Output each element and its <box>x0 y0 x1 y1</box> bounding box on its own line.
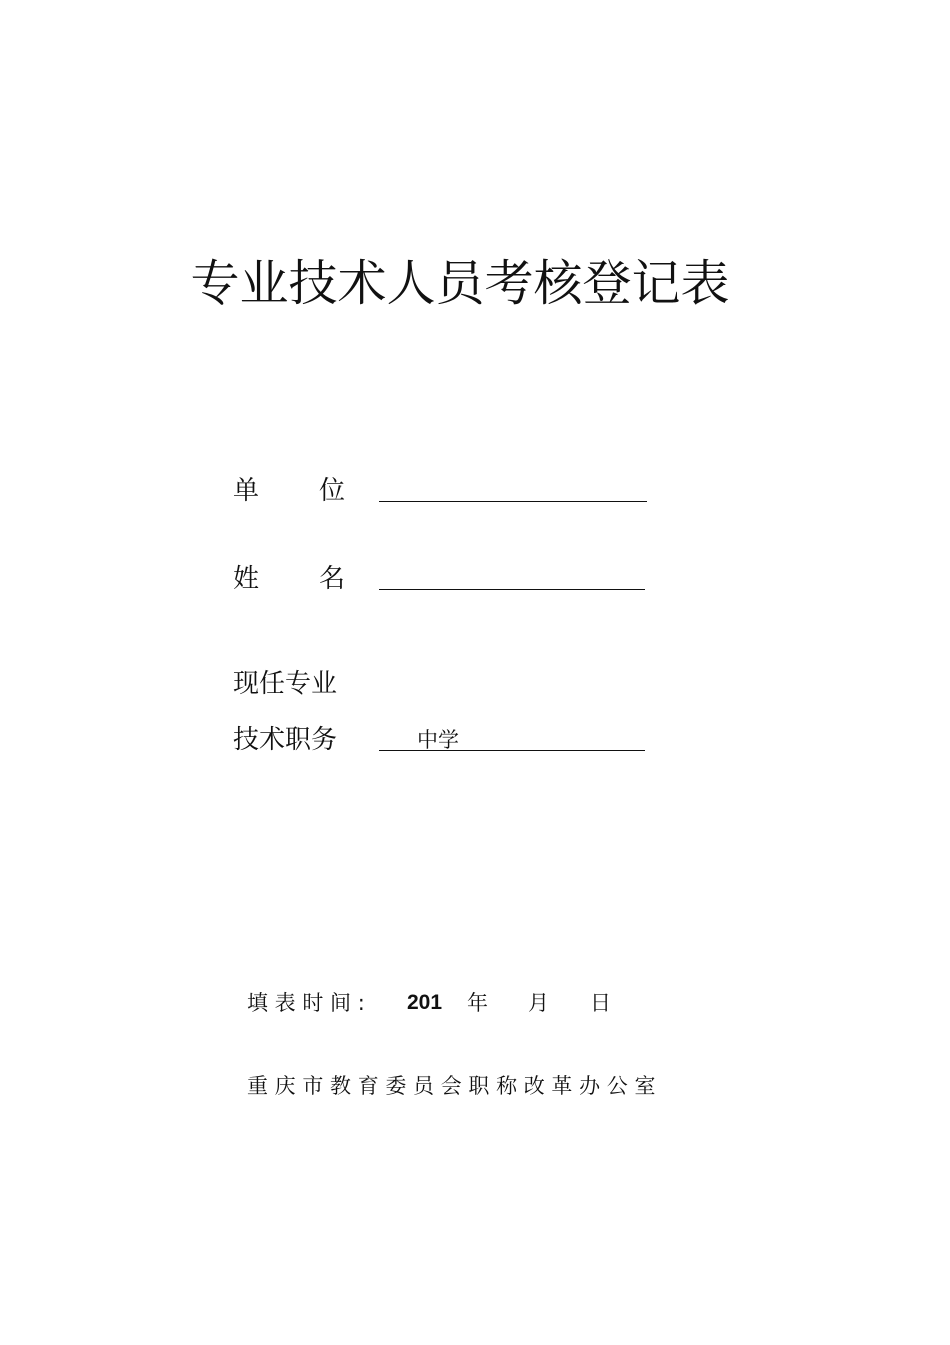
position-input-line[interactable] <box>379 750 645 751</box>
fill-date-label: 填 表 时 间 : <box>247 991 365 1015</box>
position-label-line-2: 技术职务 <box>233 725 338 755</box>
issuer-name: 重 庆 市 教 育 委 员 会 职 称 改 革 办 公 室 <box>247 1074 656 1098</box>
fill-date-year-unit: 年 <box>467 991 488 1015</box>
unit-label-char-2: 位 <box>319 476 346 506</box>
name-label-char-1: 姓 <box>233 564 260 594</box>
name-input-line[interactable] <box>379 589 645 590</box>
position-label-line-1: 现任专业 <box>233 669 338 699</box>
fill-date-day-unit: 日 <box>590 991 611 1015</box>
fill-date-year-value: 201 <box>407 991 443 1014</box>
name-label-char-2: 名 <box>319 564 346 594</box>
unit-input-line[interactable] <box>379 501 647 502</box>
document-title: 专业技术人员考核登记表 <box>190 255 730 312</box>
fill-date-month-unit: 月 <box>528 991 549 1015</box>
unit-label-char-1: 单 <box>233 476 260 506</box>
position-value: 中学 <box>417 728 459 752</box>
